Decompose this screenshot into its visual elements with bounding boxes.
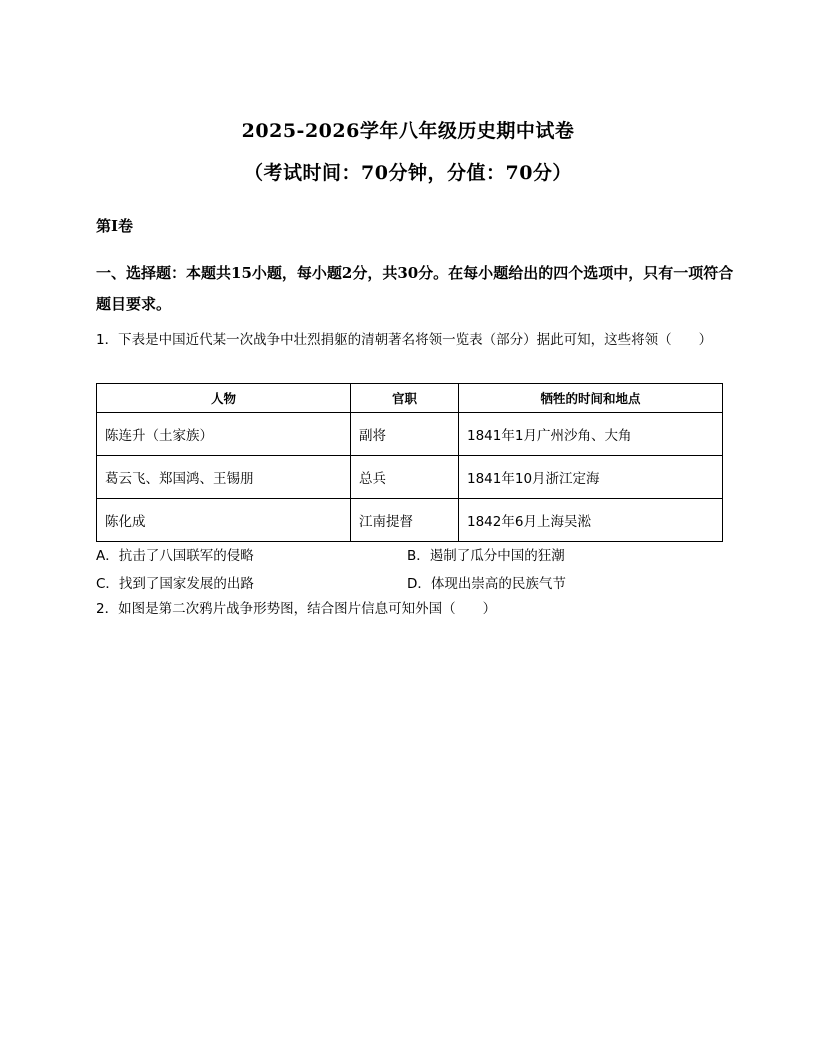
table-header-cell: 牺牲的时间和地点 — [459, 384, 723, 413]
question-1-option-d: D．体现出崇高的民族气节 — [407, 576, 566, 592]
exam-subtitle: （考试时间：70分钟，分值：70分） — [244, 162, 572, 184]
table-header-cell: 人物 — [97, 384, 351, 413]
question-2-stem: 2．如图是第二次鸦片战争形势图，结合图片信息可知外国（ ） — [96, 601, 497, 617]
table-row — [97, 499, 723, 542]
table-cell: 1841年10月浙江定海 — [459, 456, 723, 499]
table-cell: 江南提督 — [351, 499, 459, 542]
table-cell: 1842年6月上海吴淞 — [459, 499, 723, 542]
section-instructions: 一、选择题：本题共15小题，每小题2分，共30分。在每小题给出的四个选项中，只有一项符合题目要求。 — [96, 264, 734, 313]
table-cell: 陈化成 — [97, 499, 351, 542]
question-1-stem: 1．下表是中国近代某一次战争中壮烈捐躯的清朝著名将领一览表（部分）据此可知，这些将领（ ） — [96, 332, 713, 348]
table-cell: 葛云飞、郑国鸿、王锡朋 — [97, 456, 351, 499]
exam-title: 2025-2026学年八年级历史期中试卷 — [241, 120, 575, 142]
table-cell: 1841年1月广州沙角、大角 — [459, 413, 723, 456]
table-row — [97, 413, 723, 456]
question-1-option-c: C．找到了国家发展的出路 — [96, 576, 254, 592]
generals-table — [96, 383, 723, 542]
table-cell: 总兵 — [351, 456, 459, 499]
table-header-row — [97, 384, 723, 413]
section-heading: 第Ⅰ卷 — [96, 217, 134, 235]
question-1-option-a: A．抗击了八国联军的侵略 — [96, 548, 254, 564]
table-cell: 副将 — [351, 413, 459, 456]
table-row — [97, 456, 723, 499]
table-cell: 陈连升（土家族） — [97, 413, 351, 456]
table-header-cell: 官职 — [351, 384, 459, 413]
question-1-option-b: B．遏制了瓜分中国的狂潮 — [407, 548, 565, 564]
